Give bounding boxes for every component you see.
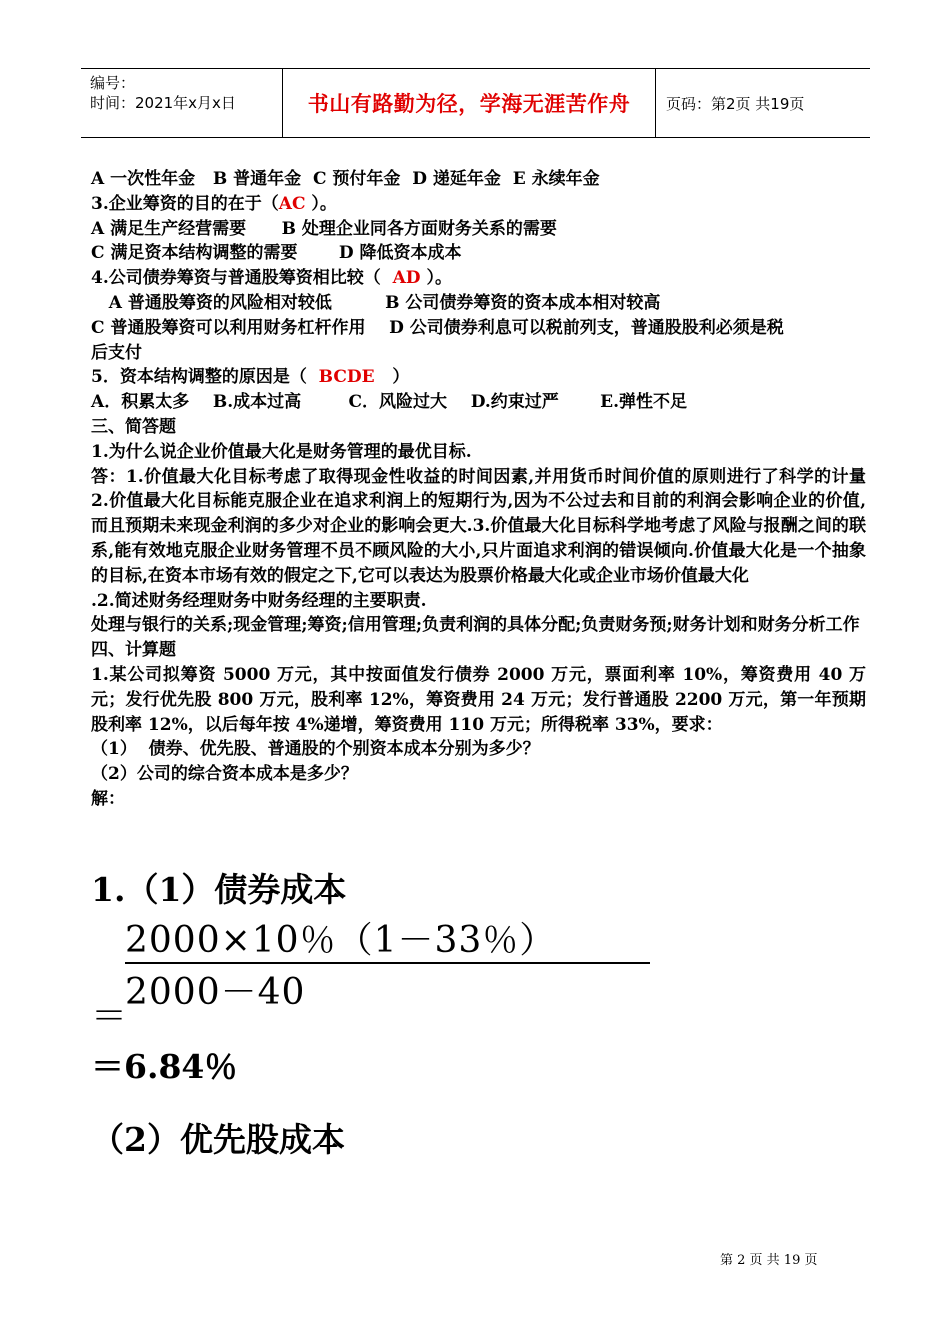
q5-stem: 5．资本结构调整的原因是（ BCDE ） bbox=[91, 367, 410, 388]
formula-denominator: 2000－40 bbox=[125, 972, 306, 1013]
motto-text: 书山有路勤为径，学海无涯苦作舟 bbox=[307, 92, 631, 116]
header-meta bbox=[81, 69, 283, 137]
short-q1: 1.为什么说企业价值最大化是财务管理的最优目标. bbox=[91, 441, 472, 462]
solution-heading-2: （2）优先股成本 bbox=[91, 1120, 345, 1159]
q5-options: A．积累太多 B.成本过高 C．风险过大 D.约束过严 E.弹性不足 bbox=[91, 392, 688, 413]
q4-options-cd: C 普通股筹资可以利用财务杠杆作用 D 公司债券利息可以税前列支，普通股股利必须是税 bbox=[91, 317, 784, 338]
header-page-info: 页码：第2页 共19页 bbox=[666, 94, 805, 113]
page-footer: 第 2 页 共 19 页 bbox=[720, 1253, 818, 1268]
document-body bbox=[91, 167, 866, 812]
q2-options: A 一次性年金 B 普通年金 C 预付年金 D 递延年金 E 永续年金 bbox=[91, 169, 600, 189]
section-3-heading: 三、简答题 bbox=[91, 416, 176, 437]
short-a2: 处理与银行的关系;现金管理;筹资;信用管理;负责利润的具体分配;负责财务预;财务计划和财务分析工作 bbox=[91, 615, 860, 636]
solution-label: 解： bbox=[91, 788, 125, 809]
bond-cost-result: ＝6.84％ bbox=[91, 1047, 238, 1086]
time-label: 时间：2021年x月x日 bbox=[90, 94, 236, 112]
q3-options-ab: A 满足生产经营需要 B 处理企业同各方面财务关系的需要 bbox=[91, 218, 557, 239]
number-label: 编号： bbox=[90, 74, 136, 92]
requirement-1: （1） 债券、优先股、普通股的个别资本成本分别为多少？ bbox=[91, 739, 540, 760]
q4-answer: AD bbox=[392, 268, 421, 289]
q4-options-ab: A 普通股筹资的风险相对较低 B 公司债券筹资的资本成本相对较高 bbox=[91, 292, 661, 313]
calc-problem: 1.某公司拟筹资 5000 万元，其中按面值发行债券 2000 万元，票面利率 10%，筹资费用 40 万元；发行优先股 800 万元，股利率 12%，筹资费用 24 万元；发行普通股 2200 万元，第一年预期股利率 12%，以后每年按 4%递增，筹资费用 110 万元；所得税率 33%，要求： bbox=[91, 664, 866, 735]
page-header bbox=[81, 68, 870, 138]
formula-numerator: 2000×10％（1－33％） bbox=[125, 920, 557, 961]
short-a1: 答：1.价值最大化目标考虑了取得现金性收益的时间因素,并用货币时间价值的原则进行了科学的计量 2.价值最大化目标能克服企业在追求利润上的短期行为,因为不公过去和目前的利润会影响企业的价值,而且预期未来现金利润的多少对企业的影响会更大.3.价值最大化目标科学地考虑了风险与报酬之间的联系,能有效地克服企业财务管理不员不顾风险的大小,只片面追求利润的错误倾向.价值最大化是一个抽象的目标,在资本市场有效的假定之下,它可以表达为股票价格最大化或企业市场价值最大化 bbox=[91, 466, 866, 586]
solution-heading-1: 1.（1）债券成本 bbox=[91, 870, 347, 909]
q4-options-cd-cont: 后支付 bbox=[91, 342, 142, 363]
q3-options-cd: C 满足资本结构调整的需要 D 降低资本成本 bbox=[91, 243, 462, 264]
q3-answer: AC bbox=[278, 193, 306, 214]
requirement-2: （2）公司的综合资本成本是多少？ bbox=[91, 764, 358, 785]
q5-answer: BCDE bbox=[318, 367, 375, 388]
header-motto bbox=[283, 69, 656, 137]
section-4-heading: 四、计算题 bbox=[91, 640, 176, 661]
q4-stem: 4.公司债券筹资与普通股筹资相比较（ AD ）。 bbox=[91, 268, 452, 289]
short-q2: .2.简述财务经理财务中财务经理的主要职责. bbox=[91, 590, 427, 611]
formula-equals: ＝ bbox=[91, 996, 129, 1037]
q3-stem: 3.企业筹资的目的在于（AC ）。 bbox=[91, 193, 337, 214]
